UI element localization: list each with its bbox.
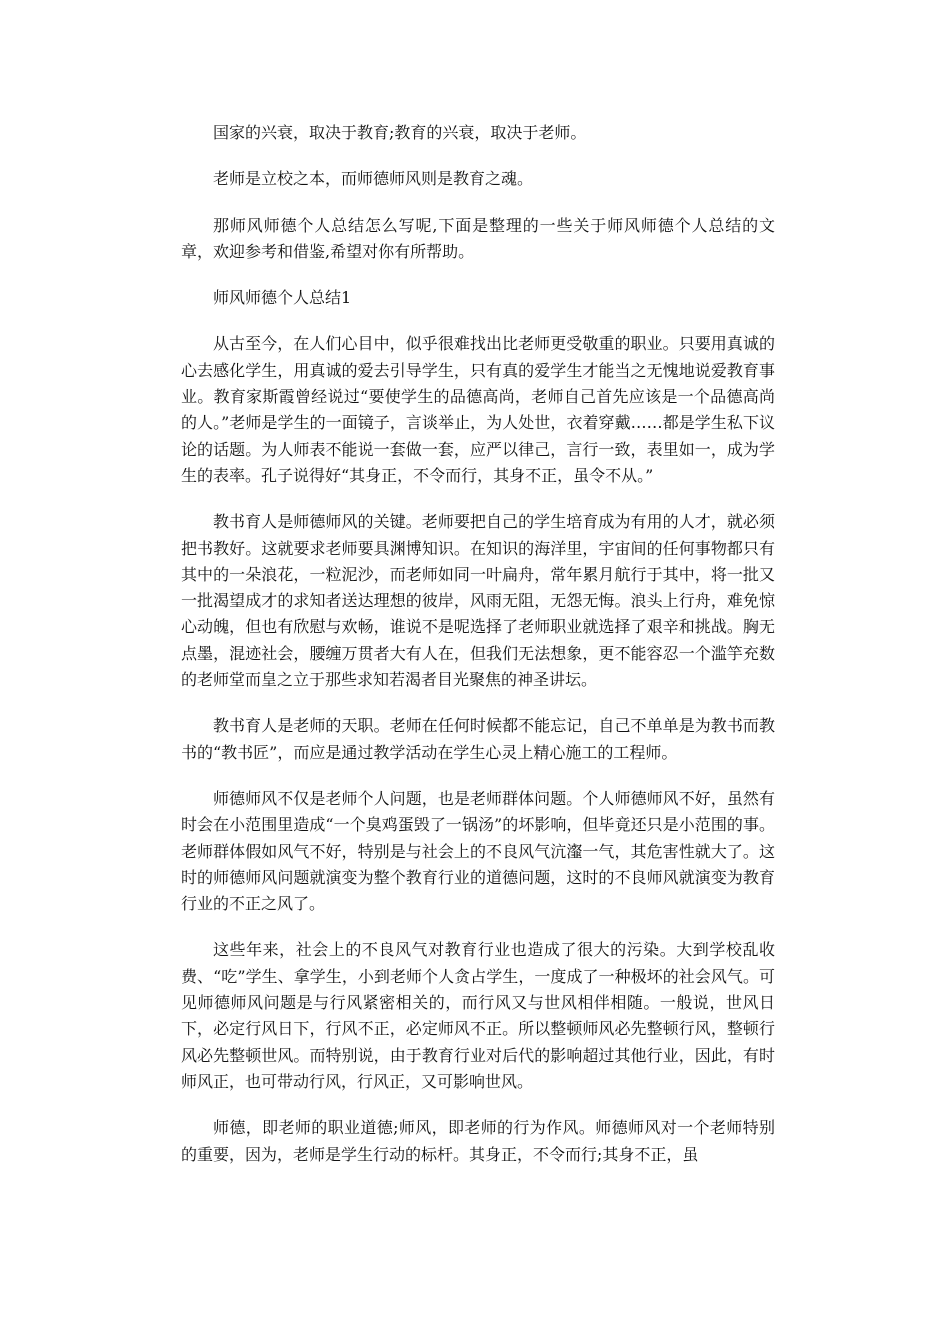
document-body	[181, 120, 775, 1188]
paragraph-intro-2: 老师是立校之本，而师德师风则是教育之魂。	[213, 169, 534, 189]
paragraph-body-2: 教书育人是师德师风的关键。老师要把自己的学生培育成为有用的人才，就必须把书教好。这就要求老师要具渊博知识。在知识的海洋里，宇宙间的任何事物都只有其中的一朵浪花，一粒泥沙，而老师如同一叶扁舟，常年累月航行于其中，将一批又一批渴望成才的求知者送达理想的彼岸，风雨无阻，无怨无悔。浪头上行舟，难免惊心动魄，但也有欣慰与欢畅，谁说不是呢选择了老师职业就选择了艰辛和挑战。胸无点墨，混迹社会，腰缠万贯者大有人在，但我们无法想象，更不能容忍一个滥竽充数的老师堂而皇之立于那些求知若渴者目光聚焦的神圣讲坛。	[181, 512, 775, 690]
paragraph-body-6: 师德，即老师的职业道德;师风，即老师的行为作风。师德师风对一个老师特别的重要，因为，老师是学生行动的标杆。其身正，不令而行;其身不正，虽	[181, 1118, 775, 1164]
section-heading: 师风师德个人总结1	[213, 288, 352, 308]
paragraph-body-4: 师德师风不仅是老师个人问题，也是老师群体问题。个人师德师风不好，虽然有时会在小范围里造成“一个臭鸡蛋毁了一锅汤”的坏影响，但毕竟还只是小范围的事。老师群体假如风气不好，特别是与社会上的不良风气沆瀣一气，其危害性就大了。这时的师德师风问题就演变为整个教育行业的道德问题，这时的不良师风就演变为教育行业的不正之风了。	[181, 788, 775, 914]
paragraph-intro-3: 那师风师德个人总结怎么写呢,下面是整理的一些关于师风师德个人总结的文章，欢迎参考和借鉴,希望对你有所帮助。	[181, 215, 775, 261]
paragraph-body-1: 从古至今，在人们心目中，似乎很难找出比老师更受敬重的职业。只要用真诚的心去感化学生，用真诚的爱去引导学生，只有真的爱学生才能当之无愧地说爱教育事业。教育家斯霞曾经说过“要使学生的品德高尚，老师自己首先应该是一个品德高尚的人。”老师是学生的一面镜子，言谈举止，为人处世，衣着穿戴……都是学生私下议论的话题。为人师表不能说一套做一套，应严以律己，言行一致，表里如一，成为学生的表率。孔子说得好“其身正，不令而行，其身不正，虽令不从。”	[181, 334, 775, 485]
paragraph-body-5: 这些年来，社会上的不良风气对教育行业也造成了很大的污染。大到学校乱收费、“吃”学生、拿学生，小到老师个人贪占学生，一度成了一种极坏的社会风气。可见师德师风问题是与行风紧密相关的，而行风又与世风相伴相随。一般说，世风日下，必定行风日下，行风不正，必定师风不正。所以整顿师风必先整顿行风，整顿行风必先整顿世风。而特别说，由于教育行业对后代的影响超过其他行业，因此，有时师风正，也可带动行风，行风正，又可影响世风。	[181, 940, 775, 1091]
paragraph-intro-1: 国家的兴衰，取决于教育;教育的兴衰，取决于老师。	[213, 123, 587, 142]
paragraph-body-3: 教书育人是老师的天职。老师在任何时候都不能忘记，自己不单单是为教书而教书的“教书匠”，而应是通过教学活动在学生心灵上精心施工的工程师。	[181, 716, 775, 762]
